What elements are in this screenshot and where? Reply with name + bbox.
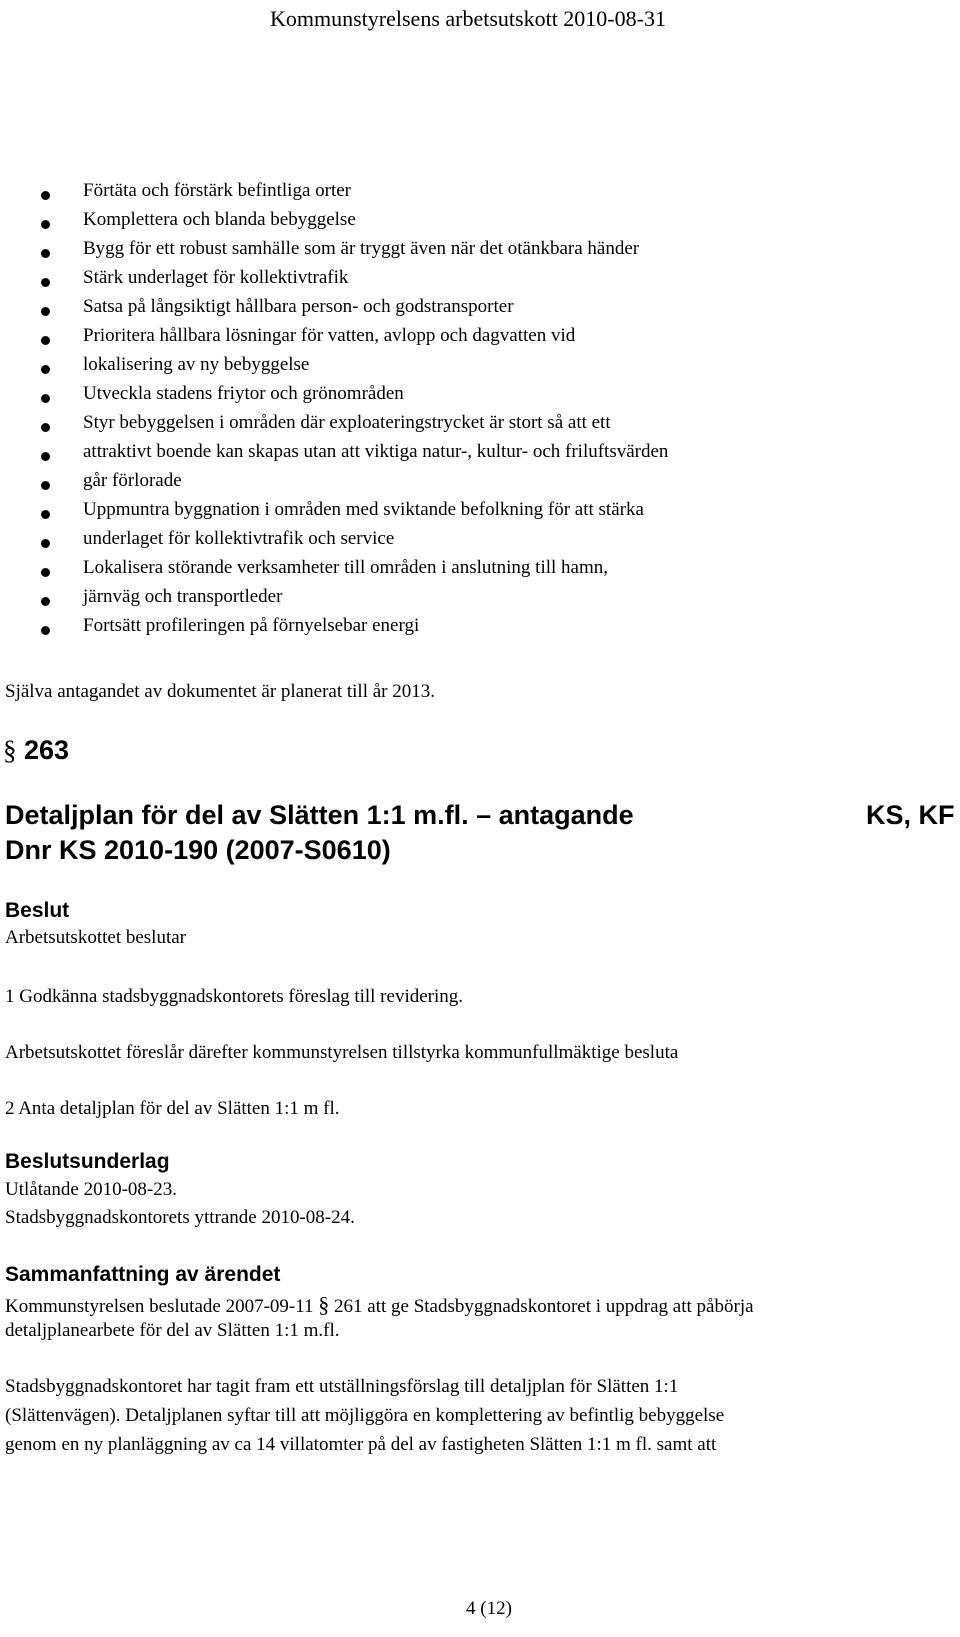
- bullet-icon: [41, 423, 50, 432]
- list-item: Styr bebyggelsen i områden där exploateringstrycket är stort så att ett: [0, 412, 960, 441]
- page-header: Kommunstyrelsens arbetsutskott 2010-08-31: [270, 6, 666, 31]
- sammanfattning-heading: Sammanfattning av ärendet: [5, 1263, 281, 1286]
- sammanfattning-p1-line1: Kommunstyrelsen beslutade 2007-09-11 § 261 att ge Stadsbyggnadskontoret i uppdrag att påbörja: [5, 1292, 754, 1317]
- intro-sentence: Själva antagandet av dokumentet är planerat till år 2013.: [5, 681, 435, 702]
- list-item: Förtäta och förstärk befintliga orter: [0, 180, 960, 209]
- bullet-icon: [41, 191, 50, 200]
- bullet-icon: [41, 278, 50, 287]
- sammanfattning-p2-line: (Slättenvägen). Detaljplanen syftar till att möjliggöra en komplettering av befintlig bebyggelse: [5, 1405, 725, 1426]
- bullet-icon: [41, 510, 50, 519]
- sammanfattning-p2-line: Stadsbyggnadskontoret har tagit fram ett utställningsförslag till detaljplan för Slätten 1:1: [5, 1376, 679, 1397]
- bullet-icon: [41, 539, 50, 548]
- bullet-icon: [41, 626, 50, 635]
- list-item: underlaget för kollektivtrafik och service: [0, 528, 960, 557]
- list-item: Komplettera och blanda bebyggelse: [0, 209, 960, 238]
- beslutsunderlag-line: Utlåtande 2010-08-23.: [5, 1179, 178, 1200]
- bullet-icon: [41, 568, 50, 577]
- beslut-intro: Arbetsutskottet beslutar: [5, 927, 186, 948]
- beslutsunderlag-heading: Beslutsunderlag: [5, 1150, 170, 1173]
- sammanfattning-p1-line2: detaljplanearbete för del av Slätten 1:1 m.fl.: [5, 1320, 340, 1341]
- list-item: går förlorade: [0, 470, 960, 499]
- sammanfattning-p2-line: genom en ny planläggning av ca 14 villatomter på del av fastigheten Slätten 1:1 m fl. samt att: [5, 1434, 717, 1455]
- page-number: 4 (12): [466, 1598, 512, 1619]
- beslut-middle: Arbetsutskottet föreslår därefter kommunstyrelsen tillstyrka kommunfullmäktige besluta: [5, 1042, 679, 1063]
- list-item: Stärk underlaget för kollektivtrafik: [0, 267, 960, 296]
- bullet-icon: [41, 597, 50, 606]
- section-number: [3, 735, 69, 766]
- section-number-value: 263: [24, 735, 70, 765]
- list-item: Utveckla stadens friytor och grönområden: [0, 383, 960, 412]
- beslut-item-1: 1 Godkänna stadsbyggnadskontorets föreslag till revidering.: [5, 986, 464, 1007]
- list-item: Prioritera hållbara lösningar för vatten, avlopp och dagvatten vid: [0, 325, 960, 354]
- beslutsunderlag-line: Stadsbyggnadskontorets yttrande 2010-08-24.: [5, 1207, 355, 1228]
- section-symbol: §: [318, 1292, 330, 1317]
- beslut-heading: Beslut: [5, 899, 70, 922]
- list-item: attraktivt boende kan skapas utan att viktiga natur-, kultur- och friluftsvärden: [0, 441, 960, 470]
- list-item: järnväg och transportleder: [0, 586, 960, 615]
- bullet-icon: [41, 220, 50, 229]
- list-item: Fortsätt profileringen på förnyelsebar energi: [0, 615, 960, 644]
- bullet-icon: [41, 307, 50, 316]
- section-recipients: KS, KF: [866, 800, 955, 830]
- section-symbol: §: [3, 735, 17, 765]
- bullet-icon: [41, 336, 50, 345]
- bullet-icon: [41, 249, 50, 258]
- list-item: Satsa på långsiktigt hållbara person- och godstransporter: [0, 296, 960, 325]
- bullet-icon: [41, 481, 50, 490]
- beslut-item-2: 2 Anta detaljplan för del av Slätten 1:1 m fl.: [5, 1098, 340, 1119]
- bullet-icon: [41, 365, 50, 374]
- list-item: Lokalisera störande verksamheter till områden i anslutning till hamn,: [0, 557, 960, 586]
- section-dnr: Dnr KS 2010-190 (2007-S0610): [5, 835, 391, 865]
- section-title: Detaljplan för del av Slätten 1:1 m.fl. – antagande: [5, 800, 634, 830]
- list-item: Uppmuntra byggnation i områden med sviktande befolkning för att stärka: [0, 499, 960, 528]
- bullet-icon: [41, 394, 50, 403]
- list-item: lokalisering av ny bebyggelse: [0, 354, 960, 383]
- bullet-icon: [41, 452, 50, 461]
- list-item: Bygg för ett robust samhälle som är tryggt även när det otänkbara händer: [0, 238, 960, 267]
